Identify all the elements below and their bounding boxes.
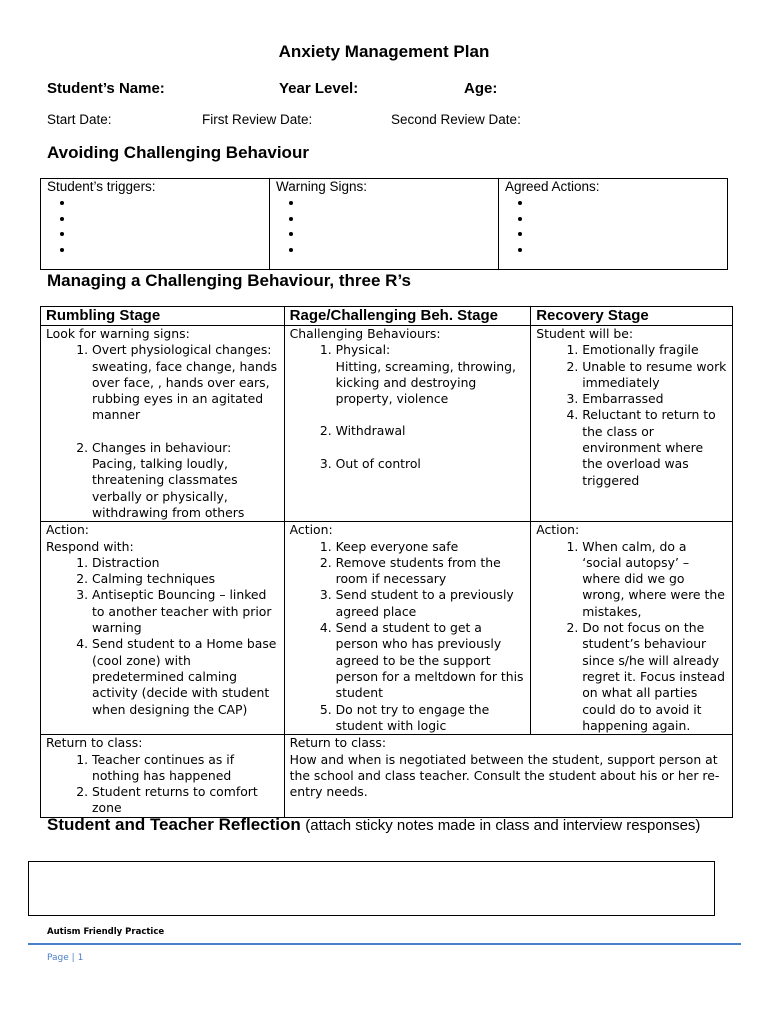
recovery-state-intro: Student will be: (536, 326, 633, 341)
rumbling-return-cell (41, 735, 285, 817)
return-to-class-text: How and when is negotiated between the student, support person at the school and class teacher. Consult the student about his or her re-entry needs. (289, 751, 720, 800)
triggers-column (41, 179, 270, 269)
start-date-label: Start Date: (47, 112, 112, 127)
recovery-stage-header: Recovery Stage (531, 307, 733, 326)
agreed-actions-bullet-list (505, 195, 721, 257)
reflection-heading-block (47, 816, 747, 835)
list-item: 1. Emotionally fragile (582, 342, 727, 358)
list-item: 2. Remove students from the room if necessary (336, 555, 526, 588)
managing-heading: Managing a Challenging Behaviour, three R’s (47, 271, 411, 290)
list-item: 1. Physical: Hitting, screaming, throwing, kicking and destroying property, violence (336, 342, 526, 407)
warning-signs-label: Warning Signs: (276, 179, 368, 194)
list-item: 2. Calming techniques (92, 571, 279, 587)
second-review-date-label: Second Review Date: (391, 112, 521, 127)
respond-with-label: Respond with: (46, 538, 134, 554)
footer-divider (28, 943, 741, 945)
list-item: 1. Overt physiological changes: sweating, face change, hands over face, , hands over ears, rubbing eyes in an agitated manner (92, 342, 279, 423)
rage-behaviours-cell (284, 326, 531, 522)
warning-signs-column (270, 179, 499, 269)
list-item: 5. Do not try to engage the student with logic (336, 702, 526, 735)
reflection-heading: Student and Teacher Reflection (47, 815, 301, 834)
recovery-action-cell (531, 522, 733, 735)
return-to-class-intro: Return to class: (289, 735, 387, 751)
list-item: 2. Student returns to comfort zone (92, 784, 279, 817)
footer-text: Autism Friendly Practice (47, 927, 165, 937)
page-number: Page | 1 (47, 953, 84, 963)
rage-behaviours-intro: Challenging Behaviours: (289, 326, 441, 341)
agreed-actions-column (499, 179, 727, 269)
rage-stage-header: Rage/Challenging Beh. Stage (284, 307, 531, 326)
rage-action-intro: Action: (289, 522, 333, 538)
list-item: 2. Changes in behaviour: Pacing, talking loudly, threatening classmates verbally or physically, withdrawing from others (92, 440, 279, 521)
student-name-label: Student’s Name: (47, 80, 165, 97)
table-row (41, 735, 733, 817)
first-review-date-label: First Review Date: (202, 112, 313, 127)
rage-action-cell (284, 522, 531, 735)
recovery-action-intro: Action: (536, 522, 580, 538)
list-item: 2. Withdrawal (336, 423, 526, 439)
table-row (41, 326, 733, 522)
three-rs-table (40, 306, 733, 818)
year-level-label: Year Level: (279, 80, 359, 97)
list-item: 3. Embarrassed (582, 391, 727, 407)
list-item: 4. Send a student to get a person who has previously agreed to be the support person for a meltdown for this student (336, 620, 526, 701)
rumbling-signs-intro: Look for warning signs: (46, 326, 190, 341)
rumbling-action-cell (41, 522, 285, 735)
list-item: 1. Teacher continues as if nothing has happened (92, 752, 279, 785)
list-item: 4. Send student to a Home base (cool zone) with predetermined calming activity (decide with student when designing the CAP) (92, 636, 279, 717)
list-item: 1. Keep everyone safe (336, 539, 526, 555)
table-header-row (41, 307, 733, 326)
warning-signs-bullet-list (276, 195, 492, 257)
triggers-bullet-list (47, 195, 263, 257)
list-item: 1. When calm, do a ‘social autopsy’ – where did we go wrong, where were the mistakes, (582, 539, 727, 620)
rumbling-stage-header: Rumbling Stage (41, 307, 285, 326)
list-item: 3. Send student to a previously agreed place (336, 587, 526, 620)
avoiding-table (40, 178, 728, 270)
list-item: 4. Reluctant to return to the class or environment where the overload was triggered (582, 407, 727, 488)
list-item: 2. Unable to resume work immediately (582, 359, 727, 392)
age-label: Age: (464, 80, 498, 97)
physical-detail: Hitting, screaming, throwing, kicking and destroying property, violence (335, 358, 516, 407)
page-title: Anxiety Management Plan (278, 42, 490, 61)
reflection-note: (attach sticky notes made in class and interview responses) (305, 817, 701, 834)
rumbling-return-intro: Return to class: (46, 735, 143, 751)
avoiding-heading: Avoiding Challenging Behaviour (47, 143, 309, 162)
reflection-box[interactable] (28, 861, 715, 916)
list-item: 3. Antiseptic Bouncing – linked to another teacher with prior warning (92, 587, 279, 636)
triggers-label: Student’s triggers: (47, 179, 156, 194)
rumbling-signs-cell (41, 326, 285, 522)
list-item: 3. Out of control (336, 456, 526, 472)
return-to-class-cell (284, 735, 732, 817)
table-row (41, 522, 733, 735)
agreed-actions-label: Agreed Actions: (505, 179, 600, 194)
recovery-state-cell (531, 326, 733, 522)
rumbling-action-intro: Action: (46, 522, 89, 538)
list-item: 1. Distraction (92, 555, 279, 571)
list-item: 2. Do not focus on the student’s behaviour since s/he will already regret it. Focus instead on what all parties could do to avoid it happening again. (582, 620, 727, 734)
